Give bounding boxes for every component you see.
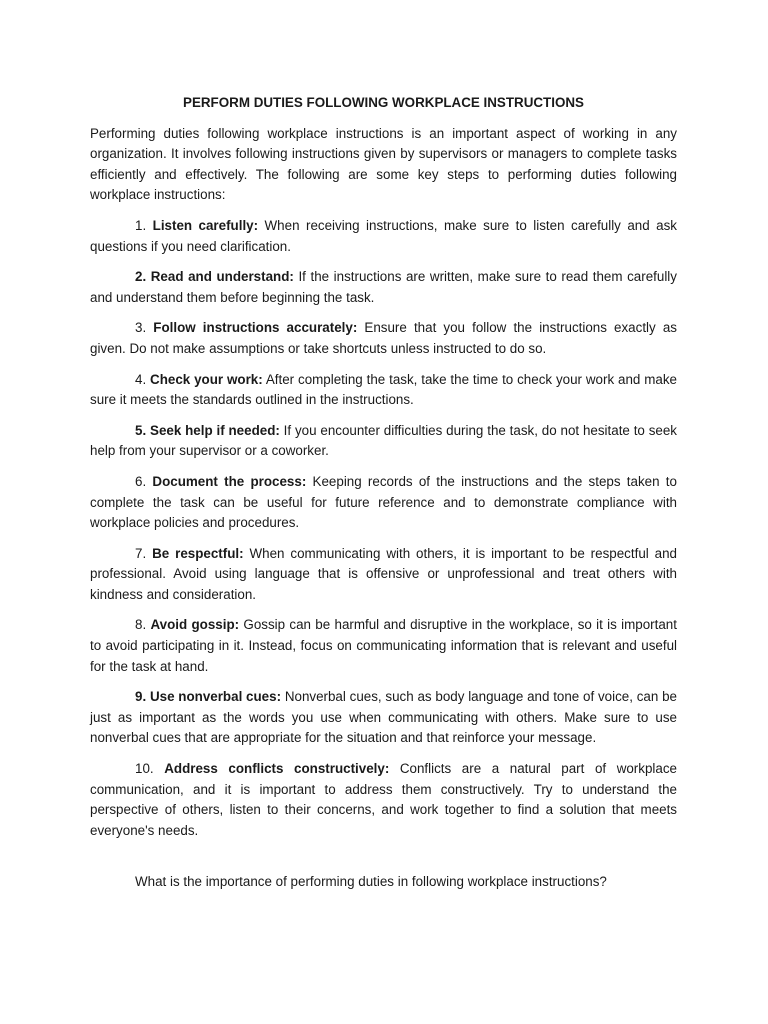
item-text: Gossip can be harmful and disruptive in the workplace, so it is important to avoid participating in it. Instead, focus on communicating information that is relevant and useful for the task at hand. (90, 617, 677, 674)
item-number: 10. (135, 761, 154, 777)
item-heading: Use nonverbal cues: (149, 689, 282, 705)
list-item (90, 615, 677, 677)
item-heading: Listen carefully: (152, 217, 259, 233)
item-number: 8. (135, 617, 147, 633)
list-item (90, 421, 677, 462)
item-heading: Check your work: (150, 371, 263, 387)
document-title: PERFORM DUTIES FOLLOWING WORKPLACE INSTRUCTIONS (183, 95, 584, 110)
item-heading: Be respectful: (152, 545, 244, 561)
item-number: 9. (135, 689, 147, 705)
item-heading: Address conflicts constructively: (164, 761, 390, 777)
item-text: If you encounter difficulties during the task, do not hesitate to seek help from your supervisor or a coworker. (90, 422, 677, 459)
item-number: 2. (135, 269, 147, 285)
list-item (90, 687, 677, 749)
item-heading: Follow instructions accurately: (153, 320, 358, 336)
item-text: Conflicts are a natural part of workplace communication, and it is important to address them constructively. Try to understand the perspective of others, listen to their concerns, and work together to find a solution that meets everyone's needs. (90, 761, 677, 838)
list-item (90, 472, 677, 534)
item-text: Keeping records of the instructions and the steps taken to complete the task can be useful for future reference and to demonstrate compliance with workplace policies and procedures. (90, 473, 677, 531)
item-number: 7. (135, 545, 147, 561)
list-item (90, 759, 677, 841)
item-text: When receiving instructions, make sure to listen carefully and ask questions if you need clarification. (90, 217, 677, 254)
item-number: 4. (135, 371, 147, 387)
item-heading: Read and understand: (150, 269, 294, 285)
item-number: 5. (135, 422, 147, 438)
item-text: If the instructions are written, make sure to read them carefully and understand them before beginning the task. (90, 269, 677, 305)
list-item (90, 216, 677, 257)
list-item (90, 544, 677, 606)
list-item (90, 267, 677, 308)
document-page (90, 93, 677, 893)
item-text: Ensure that you follow the instructions exactly as given. Do not make assumptions or take shortcuts unless instructed to do so. (90, 320, 677, 356)
item-text: After completing the task, take the time to check your work and make sure it meets the standards outlined in the instructions. (90, 371, 677, 408)
item-text: When communicating with others, it is important to be respectful and professional. Avoid using language that is offensive or unprofessional and treat others with kindness and consideration. (90, 545, 677, 602)
item-heading: Document the process: (152, 473, 307, 489)
item-heading: Avoid gossip: (150, 617, 240, 633)
item-heading: Seek help if needed: (150, 422, 280, 438)
item-number: 1. (135, 217, 147, 233)
closing-question: What is the importance of performing duties in following workplace instructions? (135, 874, 607, 890)
item-text: Nonverbal cues, such as body language and tone of voice, can be just as important as the words you use when communicating with others. Make sure to use nonverbal cues that are appropriate for the situation and that reinforce your message. (90, 689, 677, 746)
item-number: 3. (135, 320, 147, 336)
item-number: 6. (135, 473, 147, 489)
intro-paragraph: Performing duties following workplace instructions is an important aspect of working in any organization. It involves following instructions given by supervisors or managers to complete tasks efficiently and effectively. The following are some key steps to performing duties following workplace instructions: (90, 125, 677, 203)
list-item (90, 318, 677, 359)
list-item (90, 370, 677, 411)
